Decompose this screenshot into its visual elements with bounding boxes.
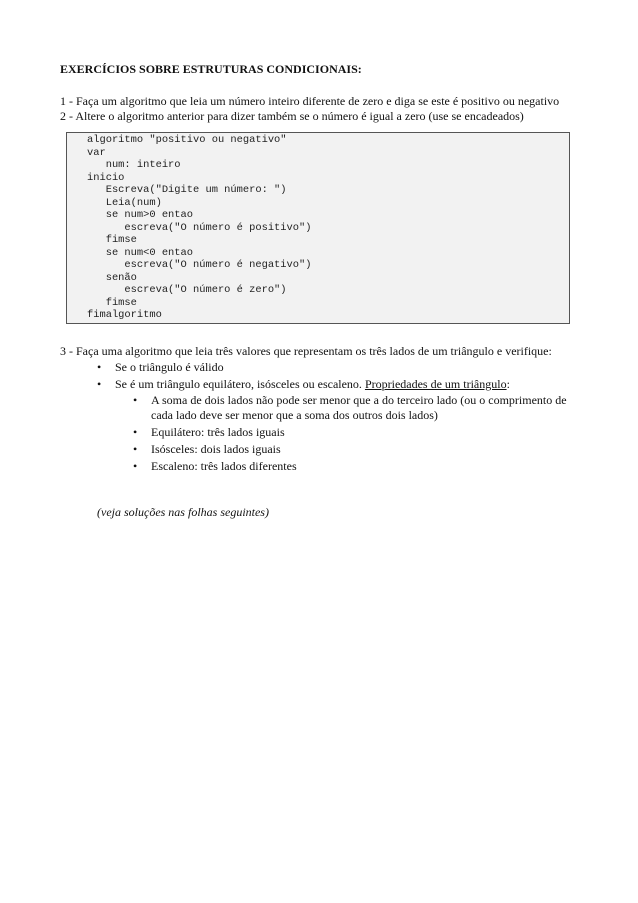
- exercise-3-text: 3 - Faça uma algoritmo que leia três valores que representam os três lados de um triângulo e verifique:: [60, 343, 552, 358]
- code-line: fimse: [87, 234, 137, 246]
- bullet-icon: •: [133, 441, 138, 456]
- list-item: [97, 360, 570, 375]
- code-line: se num>0 entao: [87, 209, 194, 221]
- code-line: senão: [87, 271, 137, 284]
- list-item: [97, 377, 570, 474]
- list-item-text: Se é um triângulo equilátero, isósceles ou escaleno.: [115, 376, 362, 391]
- bullet-icon: •: [133, 458, 138, 473]
- code-line: escreva("O número é zero"): [87, 284, 287, 296]
- properties-label: Propriedades de um triângulo: [364, 376, 507, 391]
- code-line: inicio: [87, 171, 125, 184]
- exercise-2-text: 2 - Altere o algoritmo anterior para dizer também se o número é igual a zero (use se encadeados): [60, 109, 524, 123]
- code-line: se num<0 entao: [87, 246, 194, 259]
- code-line: fimalgoritmo: [87, 309, 162, 321]
- code-line: escreva("O número é positivo"): [87, 221, 312, 234]
- code-block: [66, 132, 570, 324]
- list-item-text: Escaleno: três lados diferentes: [151, 458, 297, 473]
- list-item-text: Isósceles: dois lados iguais: [151, 441, 281, 456]
- bullet-icon: •: [133, 392, 138, 407]
- exercise-1-text: 1 - Faça um algoritmo que leia um número inteiro diferente de zero e diga se este é positivo ou negativo: [60, 94, 560, 108]
- list-item-text: Equilátero: três lados iguais: [151, 424, 285, 439]
- list-item: [133, 459, 570, 474]
- list-item: [133, 442, 570, 457]
- code-line: num: inteiro: [87, 159, 181, 171]
- properties-list: [115, 393, 570, 474]
- code-line: Escreva("Digite um número: "): [87, 184, 287, 196]
- bullet-icon: •: [97, 359, 102, 374]
- properties-suffix: :: [506, 376, 510, 391]
- code-line: algoritmo "positivo ou negativo": [87, 134, 287, 146]
- list-item: [133, 425, 570, 440]
- list-item-text: Se o triângulo é válido: [115, 359, 224, 374]
- solutions-note: (veja soluções nas folhas seguintes): [97, 504, 269, 519]
- bullet-icon: •: [133, 424, 138, 439]
- bullet-icon: •: [97, 376, 102, 391]
- code-line: Leia(num): [87, 196, 162, 209]
- code-line: escreva("O número é negativo"): [87, 259, 312, 271]
- document-page: [60, 62, 570, 520]
- page-title: EXERCÍCIOS SOBRE ESTRUTURAS CONDICIONAIS:: [60, 62, 362, 76]
- code-line: var: [87, 146, 106, 159]
- list-item: [133, 393, 570, 423]
- list-item-text: A soma de dois lados não pode ser menor que a do terceiro lado (ou o comprimento de cada lado deve ser menor que a soma dos outros dois lados): [151, 392, 567, 422]
- exercise-3-list: [60, 360, 570, 474]
- code-line: fimse: [87, 296, 137, 309]
